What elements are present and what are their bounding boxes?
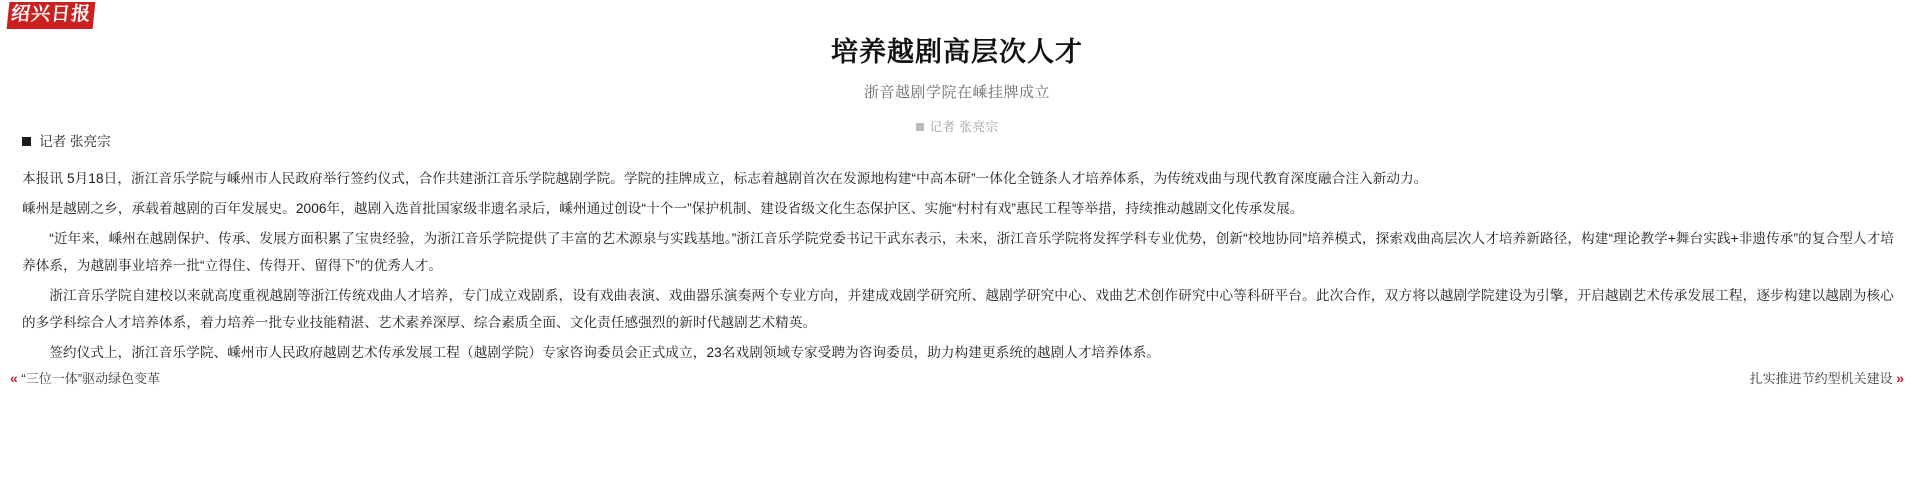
newspaper-logo: 绍兴日报 — [7, 2, 96, 29]
subtitle: 浙音越剧学院在嵊挂牌成立 — [863, 84, 1050, 101]
article-paragraph: 本报讯 5月18日，浙江音乐学院与嵊州市人民政府举行签约仪式，合作共建浙江音乐学院越剧学院。学院的挂牌成立，标志着越剧首次在发源地构建“中高本研”一体化全链条人才培养体系，为传统戏曲与现代教育深度融合注入新动力。 — [22, 171, 1428, 186]
page-title: 培养越剧高层次人才 — [831, 37, 1083, 67]
chevron-right-icon: » — [1896, 370, 1904, 386]
article-paragraph: 浙江音乐学院自建校以来就高度重视越剧等浙江传统戏曲人才培养，专门成立戏剧系，设有戏曲表演、戏曲器乐演奏两个专业方向，并建成戏剧学研究所、越剧学研究中心、戏曲艺术创作研究中心等科研平台。此次合作，双方将以越剧学院建设为引擎，开启越剧艺术传承发展工程，逐步构建以越剧为核心的多学科综合人才培养体系，着力培养一批专业技能精湛、艺术素养深厚、综合素质全面、文化责任感强烈的新时代越剧艺术精英。 — [22, 288, 1894, 330]
previous-article-link[interactable] — [10, 368, 160, 389]
square-bullet-icon — [22, 137, 31, 146]
article-byline-text: 记者 张亮宗 — [39, 134, 111, 149]
article-paragraph: 签约仪式上，浙江音乐学院、嵊州市人民政府越剧艺术传承发展工程（越剧学院）专家咨询委员会正式成立，23名戏剧领域专家受聘为咨询委员，助力构建更系统的越剧人才培养体系。 — [49, 345, 1161, 360]
article-body — [22, 130, 1894, 369]
next-article-link[interactable] — [1750, 368, 1904, 389]
previous-article-label[interactable]: “三位一体”驱动绿色变革 — [21, 371, 161, 386]
next-article-label[interactable]: 扎实推进节约型机关建设 — [1749, 371, 1893, 386]
article-navigation — [0, 368, 1914, 388]
headline-block — [0, 34, 1914, 138]
chevron-left-icon: « — [10, 370, 18, 386]
article-paragraph: 嵊州是越剧之乡，承载着越剧的百年发展史。2006年，越剧入选首批国家级非遗名录后，嵊州通过创设“十个一”保护机制、建设省级文化生态保护区、实施“村村有戏”惠民工程等举措，持续推动越剧文化传承发展。 — [22, 201, 1304, 216]
article-byline — [22, 130, 1894, 154]
article-paragraph: “近年来，嵊州在越剧保护、传承、发展方面积累了宝贵经验，为浙江音乐学院提供了丰富的艺术源泉与实践基地。”浙江音乐学院党委书记干武东表示，未来，浙江音乐学院将发挥学科专业优势，创新“校地协同”培养模式，探索戏曲高层次人才培养新路径，构建“理论教学+舞台实践+非遗传承”的复合型人才培养体系，为越剧事业培养一批“立得住、传得开、留得下”的优秀人才。 — [22, 231, 1894, 273]
headline-byline-text: 记者 张亮宗 — [929, 120, 999, 134]
masthead — [8, 2, 98, 30]
